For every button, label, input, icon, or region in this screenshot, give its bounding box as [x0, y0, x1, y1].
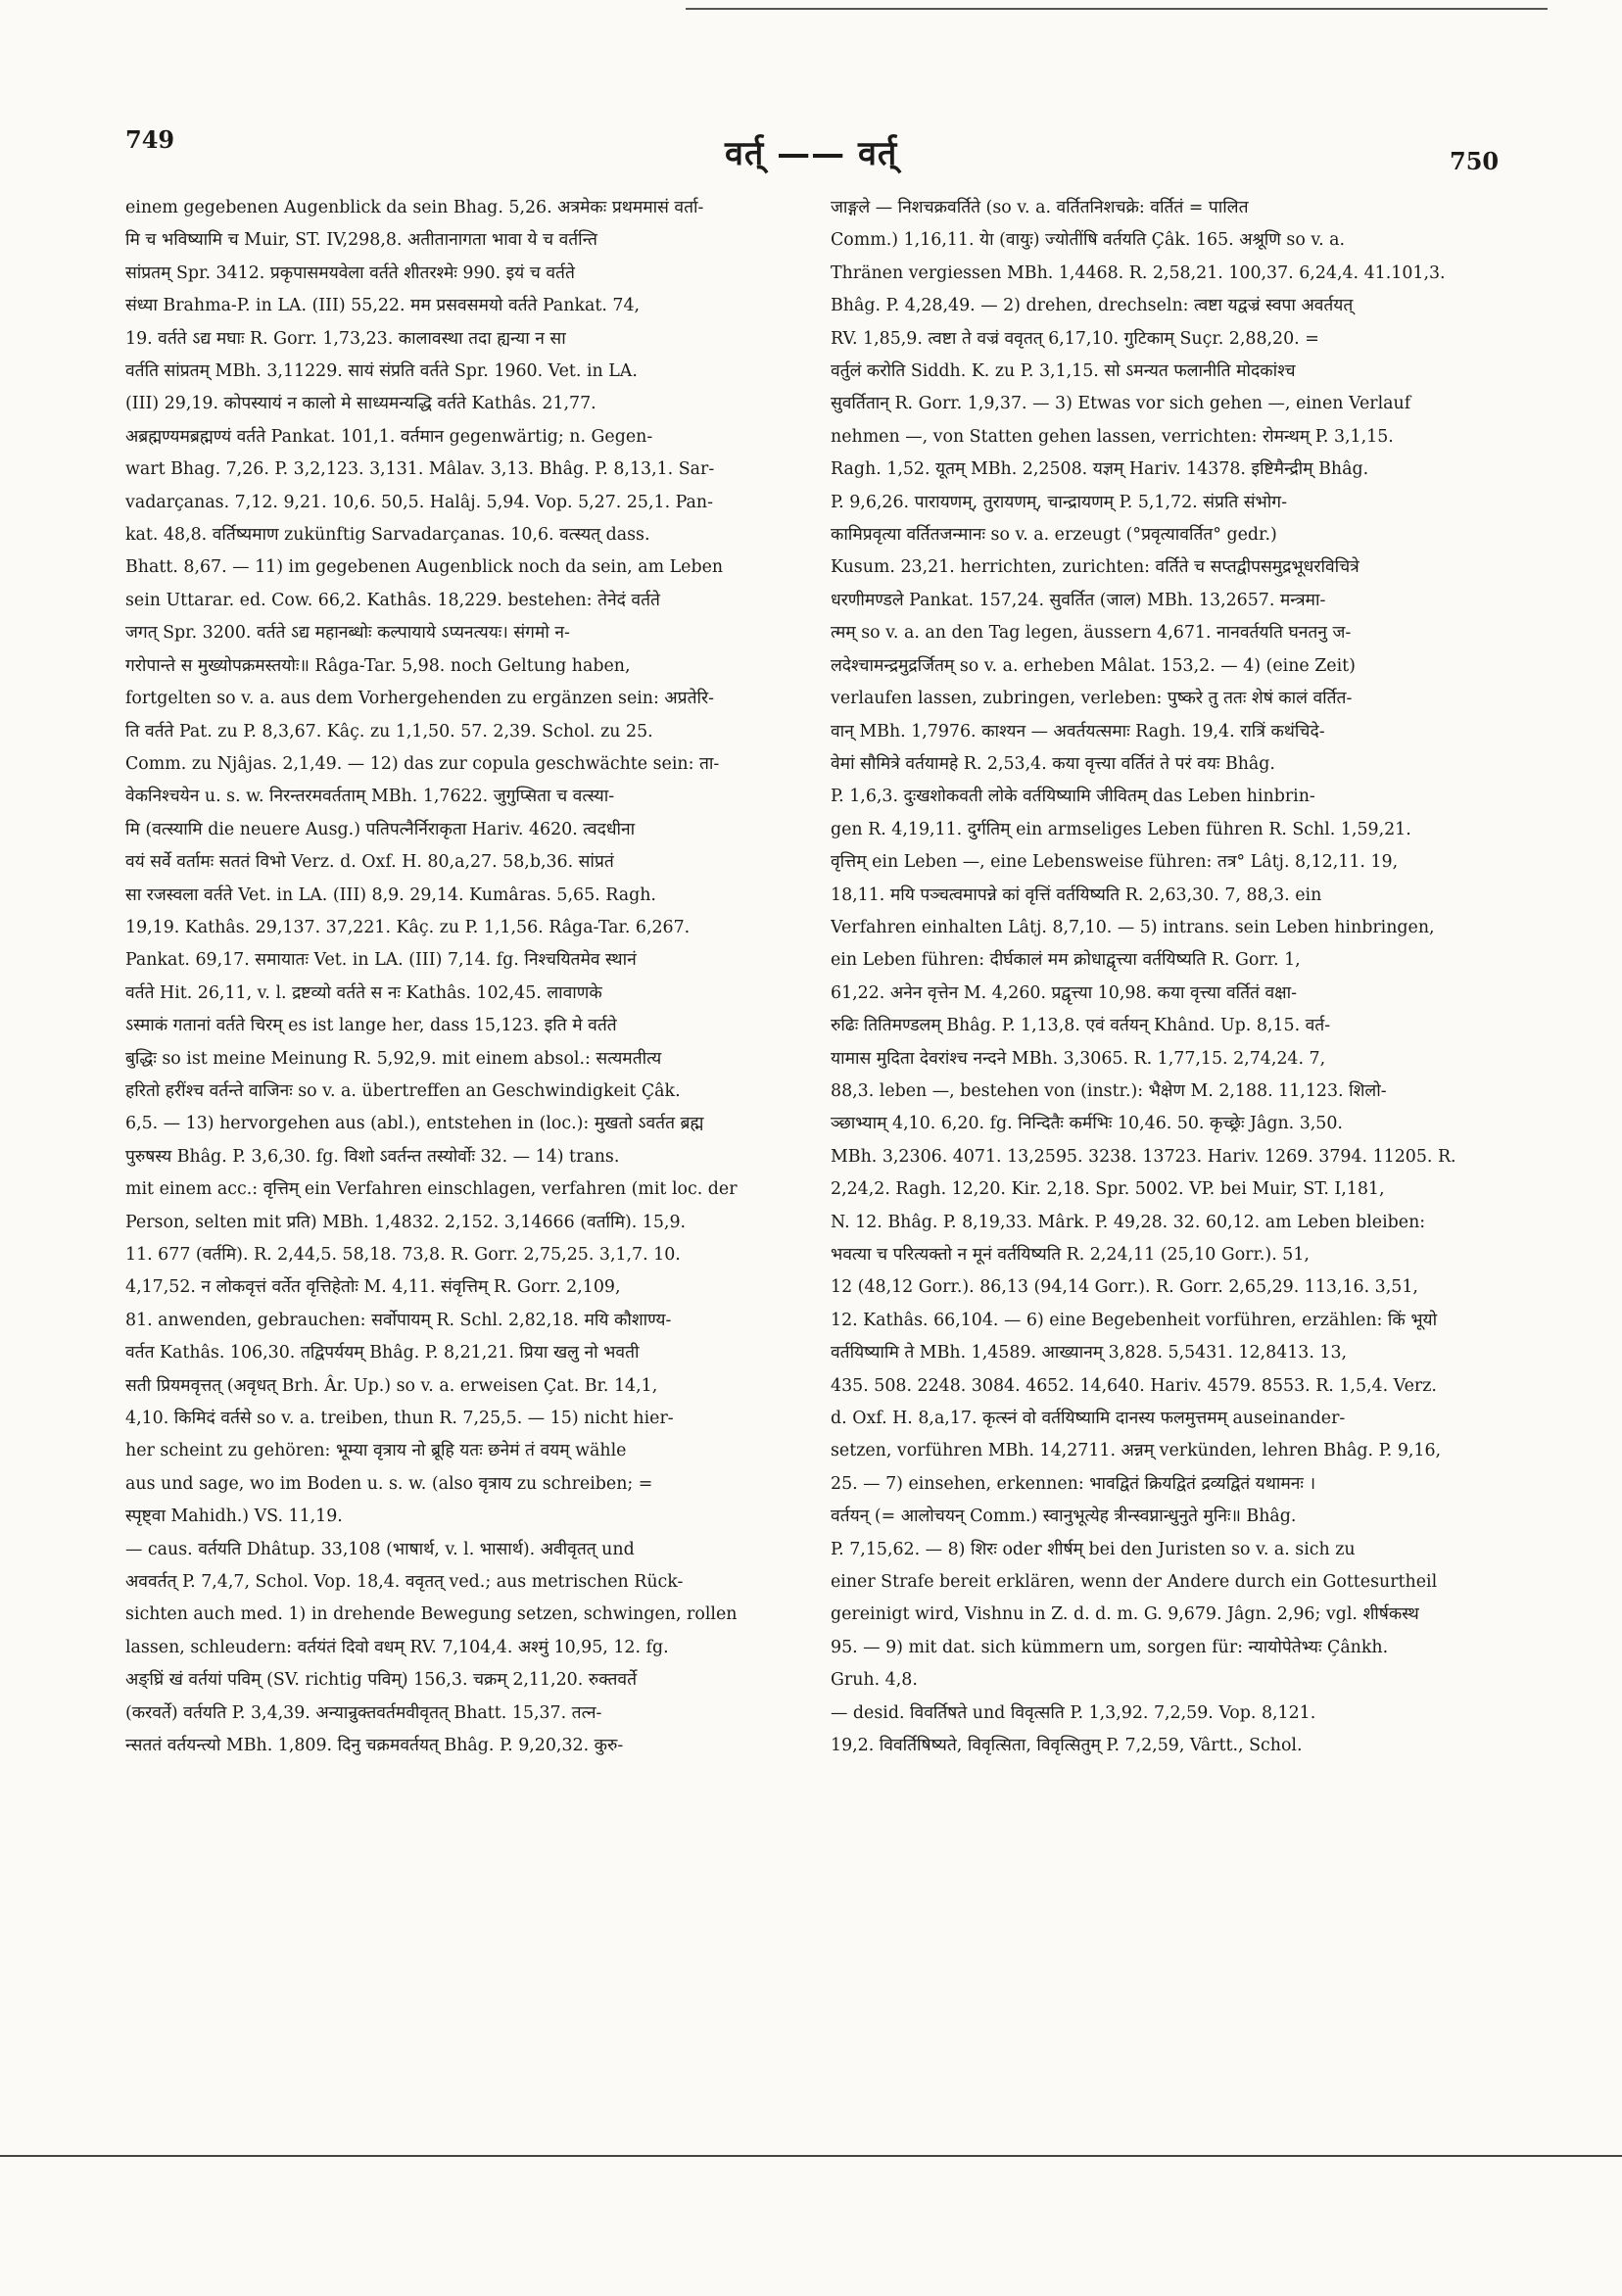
text-line: wart Bhag. 7,26. P. 3,2,123. 3,131. Mâlav. 3,13. Bhâg. P. 8,13,1. Sar- — [125, 459, 715, 480]
text-line: vadarçanas. 7,12. 9,21. 10,6. 50,5. Halâj. 5,94. Vop. 5,27. 25,1. Pan- — [125, 492, 714, 512]
text-line: वर्तते Hit. 26,11, v. l. द्रष्टव्यो वर्तते स नः Kathâs. 102,45. लावाणके — [125, 982, 602, 1003]
text-line: वर्तुलं करोति Siddh. K. zu P. 3,1,15. सो ऽमन्यत फलानीति मोदकांश्च — [831, 361, 1296, 382]
text-line: gereinigt wird, Vishnu in Z. d. d. m. G. 9,679. Jâgn. 2,96; vgl. शीर्षकस्थ — [831, 1604, 1419, 1625]
text-line: 25. — 7) einsehen, erkennen: भावद्वितं क्रियद्वितं द्रव्यद्वितं यथामनः । — [831, 1473, 1316, 1494]
text-line: her scheint zu gehören: भूम्या वृत्राय नो ब्रूहि यतः छनेमं तं वयम् wähle — [125, 1441, 627, 1461]
text-line: 95. — 9) mit dat. sich kümmern um, sorgen für: न्यायोपेतेभ्यः Çânkh. — [831, 1637, 1389, 1657]
text-line: 6,5. — 13) hervorgehen aus (abl.), entstehen in (loc.): मुखतो ऽवर्तत ब्रह्म — [125, 1114, 704, 1134]
text-line: Comm.) 1,16,11. येा (वायुः) ज्योतींषि वर्तयति Çâk. 165. अश्रूणि so v. a. — [831, 230, 1346, 251]
text-line: अङ्घ्रिं खं वर्तयां पविम् (SV. richtig पविम्) 156,3. चक्रम् 2,11,20. रुक्तवर्ते — [125, 1670, 637, 1691]
text-line: 18,11. मयि पञ्चत्वमापन्ने कां वृत्तिं वर्तयिष्यति R. 2,63,30. 7, 88,3. ein — [831, 885, 1322, 905]
text-line: मि च भविष्यामि च Muir, ST. IV,298,8. अतीतानागता भावा ये च वर्तन्ति — [125, 230, 597, 251]
text-line: P. 9,6,26. पारायणम्, तुरायणम्, चान्द्रायणम् P. 5,1,72. संप्रति संभोग- — [831, 492, 1287, 512]
text-line: बुद्धिः so ist meine Meinung R. 5,92,9. mit einem absol.: सत्यमतीत्य — [125, 1048, 662, 1069]
text-line: Comm. zu Njâjas. 2,1,49. — 12) das zur copula geschwächte sein: ता- — [125, 753, 720, 774]
text-line: सांप्रतम् Spr. 3412. प्रकृपासमयवेला वर्तते शीतरश्मेः 990. इयं च वर्तते — [125, 263, 575, 283]
top-rule — [686, 8, 1548, 10]
text-line: त्मम् so v. a. an den Tag legen, äussern 4,671. नानवर्तयति घनतनु ज- — [831, 623, 1352, 644]
text-line: न्सततं वर्तयन्त्यो MBh. 1,809. दिनु चक्रमवर्तयत् Bhâg. P. 9,20,32. कुरु- — [125, 1736, 624, 1756]
text-line: रुढिः तितिमण्डलम् Bhâg. P. 1,13,8. एवं वर्तयन् Khând. Up. 8,15. वर्त- — [831, 1016, 1331, 1036]
text-line: lassen, schleudern: वर्तयंतं दिवो वधम् RV. 7,104,4. अश्मुं 10,95, 12. fg. — [125, 1637, 669, 1657]
text-line: वेकनिश्चयेन u. s. w. निरन्तरमवर्तताम् MBh. 1,7622. जुगुप्सिता च वत्स्या- — [125, 787, 615, 807]
text-line: धरणीमण्डले Pankat. 157,24. सुवर्तित (जाल) MBh. 13,2657. मन्त्रमा- — [831, 590, 1326, 610]
text-line: पुरुषस्य Bhâg. P. 3,6,30. fg. विशो ऽवर्तन्त तस्योर्वोः 32. — 14) trans. — [125, 1146, 620, 1167]
text-line: 61,22. अनेन वृत्तेन M. 4,260. प्रद्वृत्त्या 10,98. कया वृत्त्या वर्तितं वक्षा- — [831, 982, 1297, 1003]
text-line: gen R. 4,19,11. दुर्गतिम् ein armseliges Leben führen R. Schl. 1,59,21. — [831, 819, 1411, 839]
text-line: fortgelten so v. a. aus dem Vorhergehenden zu ergänzen sein: अप्रतेरि- — [125, 689, 714, 709]
text-line: Ragh. 1,52. यूतम् MBh. 2,2508. यज्ञम् Hariv. 14378. इष्टिमैन्द्रीम् Bhâg. — [831, 459, 1369, 480]
page-number-left: 749 — [125, 125, 175, 154]
text-line: mit einem acc.: वृत्तिम् ein Verfahren einschlagen, verfahren (mit loc. der — [125, 1179, 738, 1200]
text-line: sein Uttarar. ed. Cow. 66,2. Kathâs. 18,229. bestehen: तेनेदं वर्तते — [125, 590, 660, 610]
text-line: 4,10. किमिदं वर्तसे so v. a. treiben, thun R. 7,25,5. — 15) nicht hier- — [125, 1409, 674, 1429]
text-line: स्पृष्ट्वा Mahidh.) VS. 11,19. — [125, 1507, 343, 1527]
text-line: N. 12. Bhâg. P. 8,19,33. Mârk. P. 49,28. 32. 60,12. am Leben bleiben: — [831, 1212, 1426, 1232]
text-line: सा रजस्वला वर्तते Vet. in LA. (III) 8,9. 29,14. Kumâras. 5,65. Ragh. — [125, 885, 656, 905]
text-line: verlaufen lassen, zubringen, verleben: पुष्करे तु ततः शेषं कालं वर्तित- — [831, 689, 1353, 709]
text-line: ति वर्तते Pat. zu P. 8,3,67. Kâç. zu 1,1,50. 57. 2,39. Schol. zu 25. — [125, 721, 653, 741]
running-title: वर्त् —— वर्त् — [725, 134, 898, 173]
text-line: हरितो हरींश्च वर्तन्ते वाजिनः so v. a. übertreffen an Geschwindigkeit Çâk. — [125, 1080, 681, 1101]
text-line: लदेश्चामन्द्रमुद्रर्जितम् so v. a. erheben Mâlat. 153,2. — 4) (eine Zeit) — [831, 655, 1356, 676]
text-line: Bhatt. 8,67. — 11) im gegebenen Augenblick noch da sein, am Leben — [125, 557, 724, 578]
text-line: अववर्तत् P. 7,4,7, Schol. Vop. 18,4. ववृतत् ved.; aus metrischen Rück- — [125, 1572, 684, 1593]
text-line: भवत्या च परित्यक्तो न मूनं वर्तयिष्यति R. 2,24,11 (25,10 Gorr.). 51, — [831, 1245, 1310, 1265]
text-line: 19,2. विवर्तिषिष्यते, विवृत्सिता, विवृत्सितुम् P. 7,2,59, Vârtt., Schol. — [831, 1736, 1303, 1756]
text-line: ञ्छाभ्याम् 4,10. 6,20. fg. निन्दितैः कर्मभिः 10,46. 50. कृच्छ्रेः Jâgn. 3,50. — [831, 1114, 1343, 1134]
text-line: जगत् Spr. 3200. वर्तते ऽद्य महानब्धोः कल्पायाये ऽप्यनत्ययः। संगमो न- — [125, 623, 570, 644]
text-line: 11. 677 (वर्तमि). R. 2,44,5. 58,18. 73,8. R. Gorr. 2,75,25. 3,1,7. 10. — [125, 1245, 681, 1265]
text-line: d. Oxf. H. 8,a,17. कृत्स्नं वो वर्तयिष्यामि दानस्य फलमुत्तमम् auseinander- — [831, 1409, 1346, 1429]
text-line: ein Leben führen: दीर्घकालं मम क्रोधाद्वृत्त्या वर्तयिष्यति R. Gorr. 1, — [831, 950, 1301, 971]
text-line: aus und sage, wo im Boden u. s. w. (also वृत्राय zu schreiben; = — [125, 1473, 653, 1494]
text-line: — desid. विवर्तिषते und विवृत्सति P. 1,3,92. 7,2,59. Vop. 8,121. — [831, 1702, 1316, 1723]
text-line: 12. Kathâs. 66,104. — 6) eine Begebenheit vorführen, erzählen: किं भूयो — [831, 1310, 1438, 1330]
text-line: RV. 1,85,9. त्वष्टा ते वज्रं ववृतत् 6,17,10. गुटिकाम् Suçr. 2,88,20. = — [831, 328, 1319, 349]
text-line: वर्तयन् (= आलोचयन् Comm.) स्वानुभूत्येह त्रीन्स्वप्नान्धुनुते मुनिः॥ Bhâg. — [831, 1507, 1297, 1527]
text-line: वेमां सौमित्रे वर्तयामहे R. 2,53,4. कया वृत्त्या वर्तितं ते परं वयः Bhâg. — [831, 753, 1275, 774]
text-line: 12 (48,12 Gorr.). 86,13 (94,14 Gorr.). R. Gorr. 2,65,29. 113,16. 3,51, — [831, 1277, 1418, 1298]
text-line: 435. 508. 2248. 3084. 4652. 14,640. Hariv. 4579. 8553. R. 1,5,4. Verz. — [831, 1375, 1437, 1396]
text-line: संध्या Brahma-P. in LA. (III) 55,22. मम प्रसवसमयो वर्तते Pankat. 74, — [125, 296, 641, 316]
text-line: वर्तयिष्यामि ते MBh. 1,4589. आख्यानम् 3,828. 5,5431. 12,8413. 13, — [831, 1343, 1348, 1363]
text-line: वर्तत Kathâs. 106,30. तद्विपर्ययम् Bhâg. P. 8,21,21. प्रिया खलु नो भवती — [125, 1343, 640, 1363]
text-line: सुवर्तितान् R. Gorr. 1,9,37. — 3) Etwas vor sich gehen —, einen Verlauf — [831, 394, 1411, 414]
bottom-rule — [0, 2155, 1622, 2157]
text-line: 2,24,2. Ragh. 12,20. Kir. 2,18. Spr. 5002. VP. bei Muir, ST. I,181, — [831, 1179, 1385, 1200]
text-line: Verfahren einhalten Lâtj. 8,7,10. — 5) intrans. sein Leben hinbringen, — [831, 917, 1435, 937]
text-line: यामास मुदिता देवरांश्च नन्दने MBh. 3,3065. R. 1,77,15. 2,74,24. 7, — [831, 1048, 1326, 1069]
text-line: वान् MBh. 1,7976. काश्यन — अवर्तयत्समाः Ragh. 19,4. रात्रिं कथंचिदे- — [831, 721, 1325, 741]
text-line: Gruh. 4,8. — [831, 1670, 918, 1691]
left-column — [125, 192, 801, 1763]
text-line: 81. anwenden, gebrauchen: सर्वोपायम् R. Schl. 2,82,18. मयि कौशाण्य- — [125, 1310, 672, 1330]
text-line: (करवर्ते) वर्तयति P. 3,4,39. अन्यान्रुक्तवर्तमवीवृतत् Bhatt. 15,37. तत्न- — [125, 1702, 602, 1723]
text-line: kat. 48,8. वर्तिष्यमाण zukünftig Sarvadarçanas. 10,6. वत्स्यत् dass. — [125, 525, 650, 546]
text-line: einem gegebenen Augenblick da sein Bhag. 5,26. अत्रमेकः प्रथममासं वर्ता- — [125, 198, 704, 217]
text-line: Kusum. 23,21. herrichten, zurichten: वर्तिते च सप्तद्वीपसमुद्रभूधरविचित्रे — [831, 557, 1360, 578]
text-line: ऽस्माकं गतानां वर्तते चिरम् es ist lange her, dass 15,123. इति मे वर्तते — [125, 1016, 617, 1036]
text-line: — caus. वर्तयति Dhâtup. 33,108 (भाषार्थ, v. l. भासार्थ). अवीवृतत् und — [125, 1539, 635, 1559]
text-line: (III) 29,19. कोपस्यायं न कालो मे साध्यमन्यद्धि वर्तते Kathâs. 21,77. — [125, 394, 596, 414]
text-line: 88,3. leben —, bestehen von (instr.): भैक्षेण M. 2,188. 11,123. शिलो- — [831, 1080, 1387, 1101]
text-line: 19. वर्तते ऽद्य मघाः R. Gorr. 1,73,23. कालावस्था तदा ह्यन्या न सा — [125, 328, 566, 349]
text-line: MBh. 3,2306. 4071. 13,2595. 3238. 13723. Hariv. 1269. 3794. 11205. R. — [831, 1146, 1456, 1167]
text-line: वृत्तिम् ein Leben —, eine Lebensweise führen: तत्र° Lâtj. 8,12,11. 19, — [831, 852, 1399, 873]
text-line: einer Strafe bereit erklären, wenn der Andere durch ein Gottesurtheil — [831, 1572, 1438, 1593]
text-line: सती प्रियमवृत्तत् (अवृधत् Brh. Âr. Up.) so v. a. erweisen Çat. Br. 14,1, — [125, 1375, 658, 1396]
text-line: गरोपान्ते स मुख्योपक्रमस्तयोः॥ Râga-Tar. 5,98. noch Geltung haben, — [125, 655, 631, 676]
text-line: 19,19. Kathâs. 29,137. 37,221. Kâç. zu P. 1,1,56. Râga-Tar. 6,267. — [125, 917, 691, 937]
text-line: P. 1,6,3. दुःखशोकवती लोके वर्तयिष्यामि जीवितम् das Leben hinbrin- — [831, 787, 1315, 807]
text-line: setzen, vorführen MBh. 14,2711. अन्नम् verkünden, lehren Bhâg. P. 9,16, — [831, 1441, 1442, 1461]
text-line: अब्रह्मण्यमब्रह्मण्यं वर्तते Pankat. 101,1. वर्तमान gegenwärtig; n. Gegen- — [125, 426, 653, 447]
text-line: sichten auch med. 1) in drehende Bewegung setzen, schwingen, rollen — [125, 1604, 738, 1625]
text-line: P. 7,15,62. — 8) शिरः oder शीर्षम् bei den Juristen so v. a. sich zu — [831, 1539, 1356, 1559]
text-line: मि (वत्स्यामि die neuere Ausg.) पतिपत्नैर्निराकृता Hariv. 4620. त्वदधीना — [125, 819, 636, 839]
text-line: Bhâg. P. 4,28,49. — 2) drehen, drechseln: त्वष्टा यद्वज्रं स्वपा अवर्तयत् — [831, 296, 1354, 316]
text-line: कामिप्रवृत्या वर्तितजन्मानः so v. a. erzeugt (°प्रवृत्यावर्तित° gedr.) — [831, 525, 1277, 546]
page-number-right: 750 — [1450, 147, 1500, 175]
text-line: जाङ्गले — निशचक्रवर्तिते (so v. a. वर्तितनिशचक्रे: वर्तितं = पालित — [831, 198, 1249, 217]
text-line: वयं सर्वे वर्तामः सततं विभो Verz. d. Oxf. H. 80,a,27. 58,b,36. सांप्रतं — [125, 852, 614, 873]
text-line: 4,17,52. न लोकवृत्तं वर्तेत वृत्तिहेतोः M. 4,11. संवृत्तिम् R. Gorr. 2,109, — [125, 1277, 621, 1298]
text-line: Pankat. 69,17. समायातः Vet. in LA. (III) 7,14. fg. निश्चयितमेव स्थानं — [125, 950, 637, 971]
text-line: nehmen —, von Statten gehen lassen, verrichten: रोमन्थम् P. 3,1,15. — [831, 426, 1394, 447]
right-column — [831, 192, 1528, 1763]
text-line: Person, selten mit प्रति) MBh. 1,4832. 2,152. 3,14666 (वर्तामि). 15,9. — [125, 1212, 687, 1232]
text-line: Thränen vergiessen MBh. 1,4468. R. 2,58,21. 100,37. 6,24,4. 41.101,3. — [831, 263, 1446, 283]
text-line: वर्तति सांप्रतम् MBh. 3,11229. सायं संप्रति वर्तते Spr. 1960. Vet. in LA. — [125, 361, 638, 382]
